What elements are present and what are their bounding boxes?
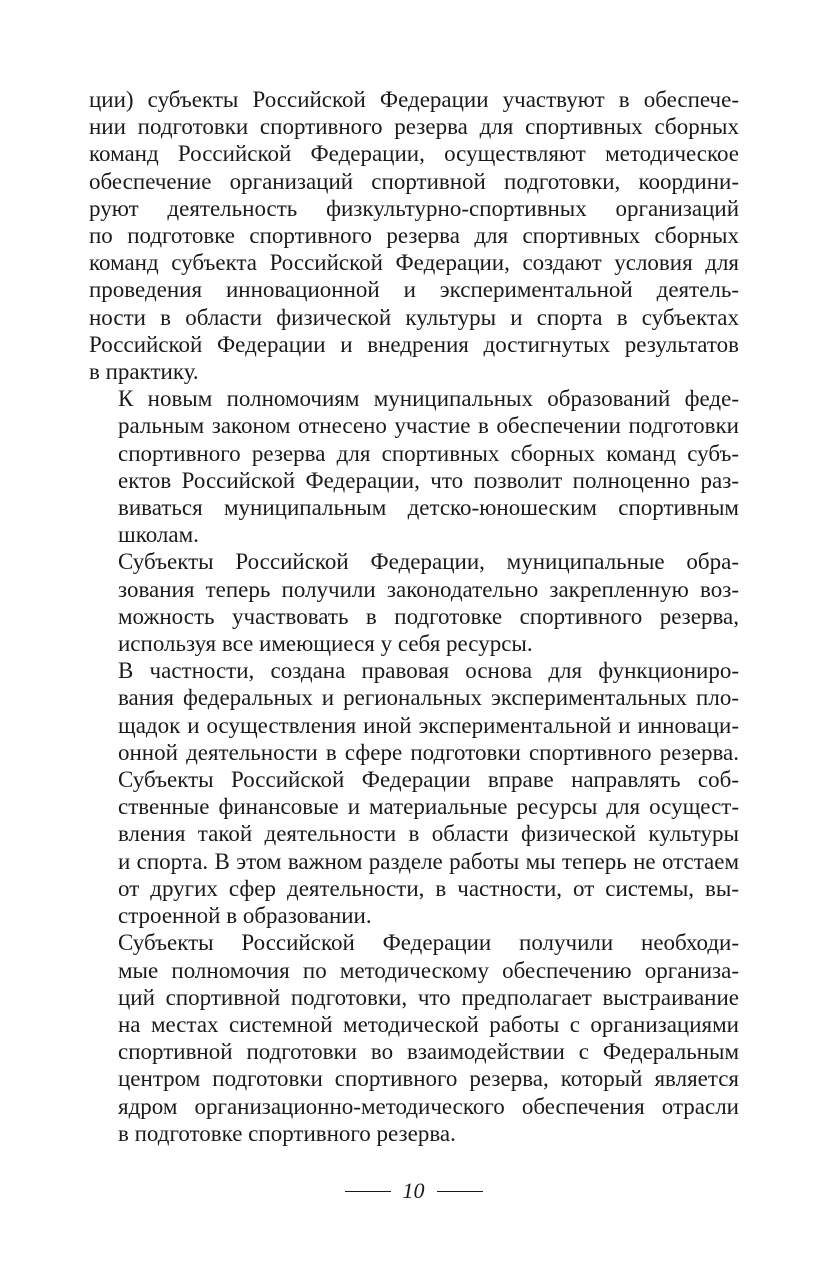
text-line: Субъекты Российской Федерации вправе направлять соб-: [118, 767, 739, 793]
text-line: К новым полномочиям муниципальных образований феде-: [118, 386, 739, 412]
text-line: можность участвовать в подготовке спортивного резерва,: [118, 603, 739, 629]
text-line: онной деятельности в сфере подготовки спортивного резерва.: [118, 739, 739, 765]
text-line: проведения инновационной и экспериментальной деятель-: [89, 277, 739, 303]
paragraph: [89, 385, 739, 548]
text-line: обеспечение организаций спортивной подготовки, координи-: [89, 168, 739, 194]
page-footer: [0, 1178, 827, 1204]
text-line: ции) субъекты Российской Федерации участвуют в обеспече-: [89, 87, 739, 112]
text-line: команд субъекта Российской Федерации, создают условия для: [89, 250, 739, 276]
text-line: Субъекты Российской Федерации, муниципальные обра-: [118, 549, 739, 575]
paragraph: [89, 86, 739, 385]
text-line: команд Российской Федерации, осуществляют методическое: [89, 141, 739, 167]
page-number: 10: [402, 1178, 425, 1203]
text-line: ций спортивной подготовки, что предполагает выстраивание: [118, 984, 739, 1010]
text-line: центром подготовки спортивного резерва, который является: [118, 1066, 739, 1092]
folio-rule-right: [437, 1191, 483, 1192]
body-text: [89, 86, 739, 1147]
text-line: спортивного резерва для спортивных сборных команд субъ-: [118, 440, 739, 466]
text-line: зования теперь получили законодательно закрепленную воз-: [118, 576, 739, 602]
text-line: В частности, создана правовая основа для функциониро-: [118, 658, 739, 684]
text-line: и спорта. В этом важном разделе работы мы теперь не отстаем: [118, 848, 739, 874]
text-line: ядром организационно-методического обеспечения отрасли: [118, 1093, 739, 1119]
text-line: в практику.: [89, 359, 199, 385]
text-line: от других сфер деятельности, в частности, от системы, вы-: [118, 875, 739, 901]
text-line: используя все имеющиеся у себя ресурсы.: [118, 631, 533, 657]
text-line: мые полномочия по методическому обеспечению организа-: [118, 957, 739, 983]
text-line: школам.: [118, 522, 199, 548]
text-line: по подготовке спортивного резерва для спортивных сборных: [89, 223, 739, 249]
text-line: в подготовке спортивного резерва.: [118, 1120, 456, 1146]
text-line: вания федеральных и региональных экспериментальных пло-: [118, 685, 739, 711]
paragraph: [89, 657, 739, 929]
paragraph: [89, 929, 739, 1147]
text-line: руют деятельность физкультурно-спортивных организаций: [89, 195, 739, 221]
text-line: ральным законом отнесено участие в обеспечении подготовки: [118, 413, 739, 439]
text-line: спортивной подготовки во взаимодействии с Федеральным: [118, 1039, 739, 1065]
text-line: Российской Федерации и внедрения достигнутых результатов: [89, 331, 739, 357]
text-line: ектов Российской Федерации, что позволит полноценно раз-: [118, 467, 739, 493]
folio-rule-left: [345, 1191, 391, 1192]
text-line: щадок и осуществления иной экспериментальной и инноваци-: [118, 712, 739, 738]
text-line: на местах системной методической работы с организациями: [118, 1011, 739, 1037]
text-line: ности в области физической культуры и спорта в субъектах: [89, 304, 739, 330]
text-line: строенной в образовании.: [118, 903, 372, 929]
text-line: вления такой деятельности в области физической культуры: [118, 821, 739, 847]
text-line: нии подготовки спортивного резерва для спортивных сборных: [89, 114, 739, 140]
paragraph: [89, 548, 739, 657]
text-line: виваться муниципальным детско-юношеским спортивным: [118, 495, 739, 521]
text-line: ственные финансовые и материальные ресурсы для осущест-: [118, 794, 739, 820]
text-line: Субъекты Российской Федерации получили необходи-: [118, 930, 739, 956]
